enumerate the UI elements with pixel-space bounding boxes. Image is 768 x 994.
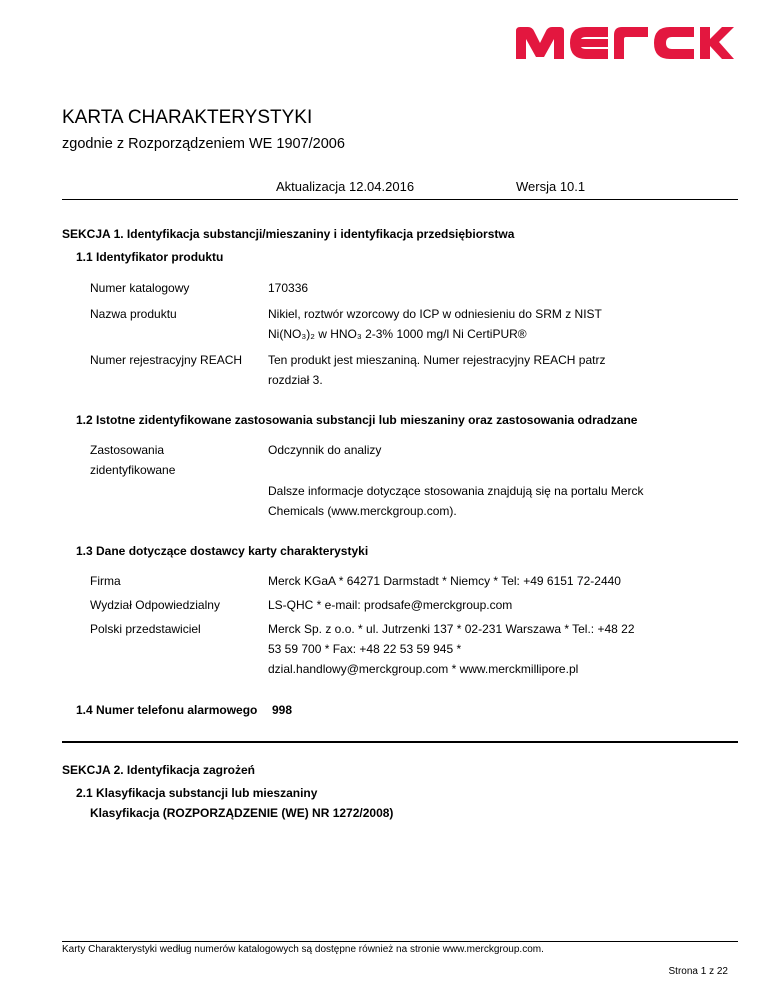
subsection-1-2-heading: 1.2 Istotne zidentyfikowane zastosowania substancji lub mieszaniny oraz zastosowania odradzane [76, 413, 638, 427]
further-info-line-1: Dalsze informacje dotyczące stosowania znajdują się na portalu Merck [268, 484, 644, 498]
footer-note: Karty Charakterystyki według numerów katalogowych są dostępne również na stronie www.merckgroup.com. [62, 944, 544, 955]
department-value: LS-QHC * e-mail: prodsafe@merckgroup.com [268, 598, 513, 612]
version-number: Wersja 10.1 [516, 179, 586, 194]
subsection-2-1-heading: 2.1 Klasyfikacja substancji lub mieszaniny [76, 786, 318, 800]
subsection-1-3-heading: 1.3 Dane dotyczące dostawcy karty charakterystyki [76, 544, 369, 558]
representative-line-3: dzial.handlowy@merckgroup.com * www.merckmillipore.pl [268, 662, 579, 676]
reach-number-label: Numer rejestracyjny REACH [90, 353, 243, 367]
department-label: Wydział Odpowiedzialny [90, 598, 220, 612]
section-2-heading: SEKCJA 2. Identyfikacja zagrożeń [62, 763, 255, 777]
identified-uses-label-line-2: zidentyfikowane [90, 463, 176, 477]
identified-uses-value: Odczynnik do analizy [268, 443, 382, 457]
representative-label: Polski przedstawiciel [90, 622, 201, 636]
classification-heading: Klasyfikacja (ROZPORZĄDZENIE (WE) NR 1272/2008) [90, 806, 394, 820]
update-date: Aktualizacja 12.04.2016 [276, 179, 415, 194]
merck-logo [516, 27, 734, 59]
footer-divider [62, 941, 738, 942]
section-divider [62, 741, 738, 743]
reach-number-line-2: rozdział 3. [268, 373, 323, 387]
section-1-heading: SEKCJA 1. Identyfikacja substancji/mieszaniny i identyfikacja przedsiębiorstwa [62, 227, 515, 241]
reach-number-line-1: Ten produkt jest mieszaniną. Numer rejestracyjny REACH patrz [268, 353, 606, 367]
company-label: Firma [90, 574, 121, 588]
page-number: Strona 1 z 22 [668, 966, 728, 977]
product-name-line-2: Ni(NO₃)₂ w HNO₃ 2-3% 1000 mg/l Ni CertiPUR® [268, 327, 527, 341]
emergency-phone-value: 998 [272, 703, 293, 717]
product-name-line-1: Nikiel, roztwór wzorcowy do ICP w odniesieniu do SRM z NIST [268, 307, 602, 321]
further-info-line-2: Chemicals (www.merckgroup.com). [268, 504, 457, 518]
identified-uses-label-line-1: Zastosowania [90, 443, 165, 457]
document-subtitle: zgodnie z Rozporządzeniem WE 1907/2006 [62, 136, 345, 152]
header-divider [62, 199, 738, 200]
subsection-1-1-heading: 1.1 Identyfikator produktu [76, 250, 224, 264]
subsection-1-4-heading: 1.4 Numer telefonu alarmowego [76, 703, 258, 717]
company-value: Merck KGaA * 64271 Darmstadt * Niemcy * Tel: +49 6151 72-2440 [268, 574, 621, 588]
representative-line-1: Merck Sp. z o.o. * ul. Jutrzenki 137 * 02-231 Warszawa * Tel.: +48 22 [268, 622, 635, 636]
catalog-number-label: Numer katalogowy [90, 281, 190, 295]
product-name-label: Nazwa produktu [90, 307, 177, 321]
document-title: KARTA CHARAKTERYSTYKI [62, 107, 313, 128]
representative-line-2: 53 59 700 * Fax: +48 22 53 59 945 * [268, 642, 462, 656]
catalog-number-value: 170336 [268, 281, 309, 295]
